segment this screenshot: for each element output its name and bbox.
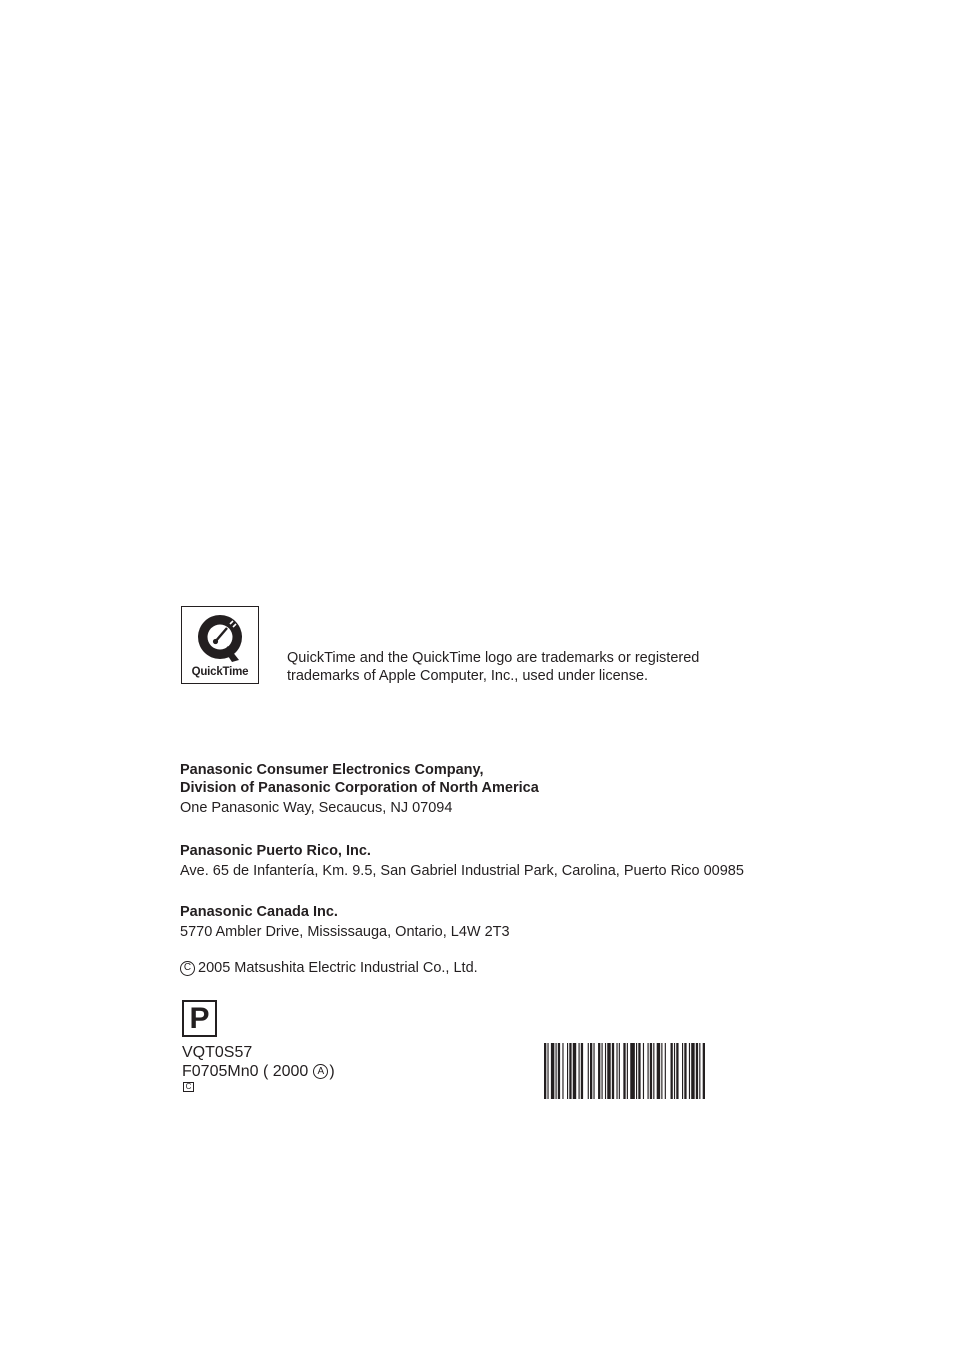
company-division: Division of Panasonic Corporation of North America — [180, 780, 539, 796]
print-code-line — [182, 1062, 335, 1081]
barcode-bar — [657, 1043, 660, 1099]
barcode-bar — [665, 1043, 666, 1099]
barcode-bar — [691, 1043, 694, 1099]
barcode-bar — [544, 1043, 546, 1099]
barcode-bar — [676, 1043, 678, 1099]
barcode-bar — [593, 1043, 594, 1099]
barcode-bar — [699, 1043, 700, 1099]
barcode-bar — [567, 1043, 568, 1099]
print-code: F0705Mn0 ( 2000 — [182, 1063, 309, 1080]
barcode-bar — [638, 1043, 640, 1099]
company-block-canada — [180, 903, 830, 941]
barcode-bar — [653, 1043, 654, 1099]
barcode-bar — [551, 1043, 554, 1099]
barcode-bar — [616, 1043, 617, 1099]
company-block-puerto-rico — [180, 842, 830, 880]
barcode-bar — [573, 1043, 576, 1099]
barcode-bar — [630, 1043, 635, 1099]
copyright-text: 2005 Matsushita Electric Industrial Co., Ltd. — [198, 960, 478, 976]
barcode-bar — [682, 1043, 683, 1099]
barcode-bar — [696, 1043, 698, 1099]
company-name: Panasonic Consumer Electronics Company, — [180, 762, 484, 778]
company-block-north-america — [180, 761, 830, 817]
barcode-bar — [627, 1043, 628, 1099]
barcode-bar — [590, 1043, 592, 1099]
company-name: Panasonic Puerto Rico, Inc. — [180, 843, 371, 859]
company-address: One Panasonic Way, Secaucus, NJ 07094 — [180, 800, 453, 816]
barcode-bar — [569, 1043, 571, 1099]
barcode-bar — [674, 1043, 675, 1099]
barcode-bar — [623, 1043, 625, 1099]
barcode-bar — [581, 1043, 583, 1099]
barcode-bar — [547, 1043, 548, 1099]
barcode-bar — [684, 1043, 686, 1099]
barcode-bar — [650, 1043, 652, 1099]
barcode-bar — [661, 1043, 662, 1099]
quicktime-logo — [181, 606, 259, 684]
print-code-close: ) — [329, 1063, 335, 1080]
barcode-bar — [607, 1043, 610, 1099]
barcode-bar — [612, 1043, 614, 1099]
barcode-bar — [689, 1043, 690, 1099]
company-address: 5770 Ambler Drive, Mississauga, Ontario, L4W 2T3 — [180, 924, 510, 940]
trademark-notice — [287, 650, 757, 685]
barcode-bar — [643, 1043, 644, 1099]
barcode-bar — [636, 1043, 637, 1099]
trademark-line-1: QuickTime and the QuickTime logo are trademarks or registered — [287, 650, 700, 666]
print-mark-p: P — [182, 1000, 217, 1037]
barcode-bar — [648, 1043, 649, 1099]
circled-letter: A — [313, 1064, 328, 1079]
barcode-bar — [602, 1043, 603, 1099]
barcode-bar — [598, 1043, 600, 1099]
copyright-line — [180, 959, 478, 977]
company-name: Panasonic Canada Inc. — [180, 904, 338, 920]
barcode-bar — [671, 1043, 673, 1099]
barcode-bar — [588, 1043, 589, 1099]
document-codes — [182, 1043, 335, 1081]
model-code: VQT0S57 — [182, 1044, 253, 1061]
quicktime-logo-label: QuickTime — [191, 666, 249, 678]
trademark-line-2: trademarks of Apple Computer, Inc., used under license. — [287, 667, 649, 684]
barcode-bar — [605, 1043, 606, 1099]
barcode-bar — [579, 1043, 580, 1099]
boxed-letter: C — [183, 1082, 194, 1092]
barcode-bar — [703, 1043, 705, 1099]
company-address: Ave. 65 de Infantería, Km. 9.5, San Gabriel Industrial Park, Carolina, Puerto Rico 00985 — [180, 863, 744, 879]
quicktime-q-icon — [195, 613, 247, 665]
barcode-bar — [562, 1043, 563, 1099]
barcode-bar — [558, 1043, 560, 1099]
copyright-symbol: C — [180, 961, 195, 976]
barcode — [544, 1043, 752, 1099]
barcode-bar — [556, 1043, 557, 1099]
barcode-bar — [619, 1043, 620, 1099]
